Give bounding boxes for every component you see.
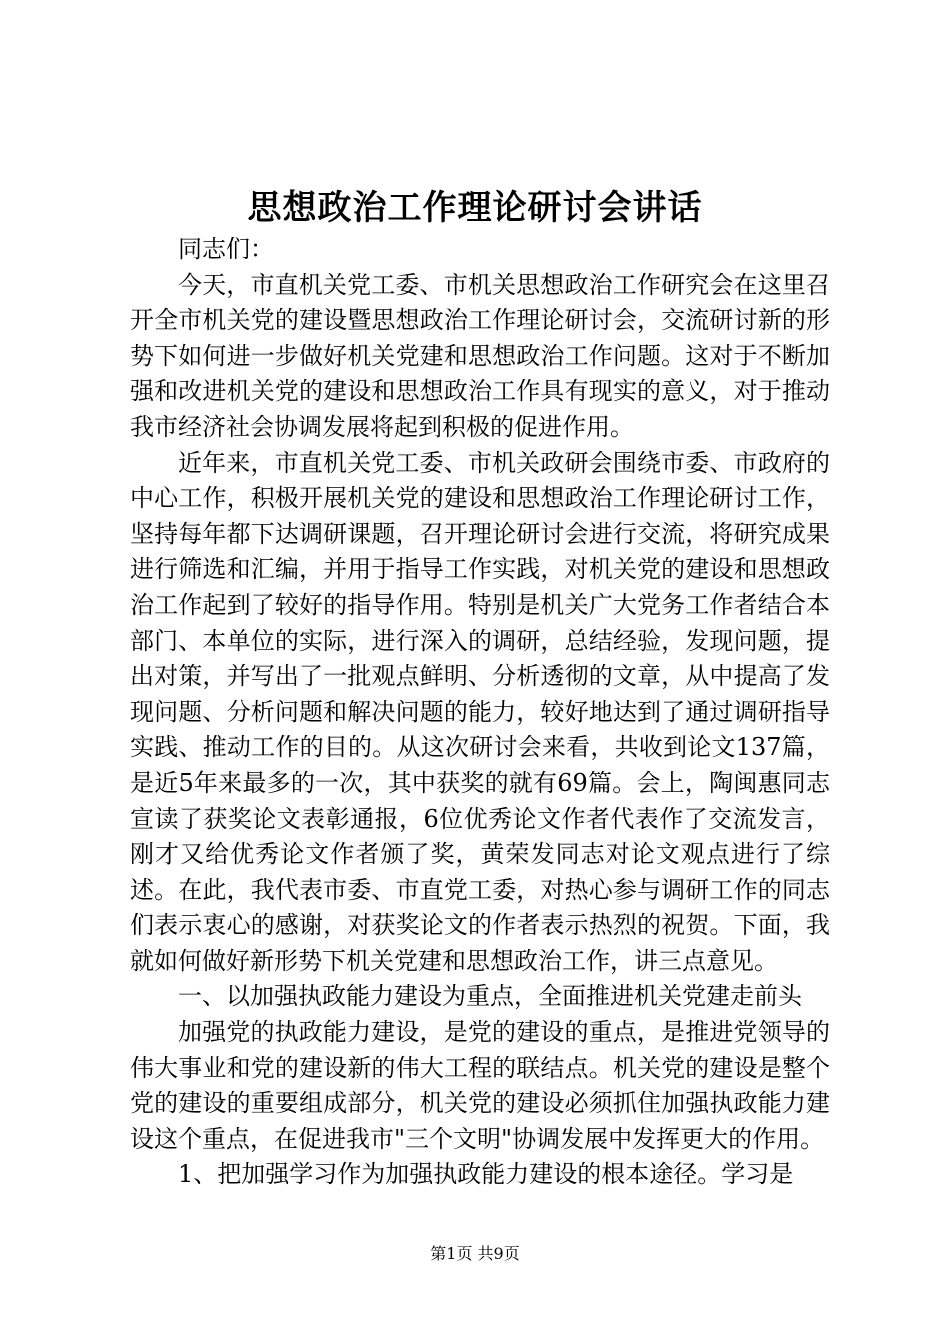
document-title: 思想政治工作理论研讨会讲话 [247,188,703,228]
section-heading-1: 一、以加强执政能力建设为重点，全面推进机关党建走前头 [178,982,802,1011]
page-footer: 第1页 共9页 [430,1244,520,1263]
body-paragraph-section-1: 加强党的执政能力建设，是党的建设的重点，是推进党领导的伟大事业和党的建设新的伟大工程的联结点。机关党的建设是整个党的建设的重要组成部分，机关党的建设必须抓住加强执政能力建设这个重点，在促进我市"三个文明"协调发展中发挥更大的作用。 [130,1018,830,1153]
body-paragraph-review: 近年来，市直机关党工委、市机关政研会围绕市委、市政府的中心工作，积极开展机关党的建设和思想政治工作理论研讨工作，坚持每年都下达调研课题，召开理论研讨会进行交流，将研究成果进行筛选和汇编，并用于指导工作实践，对机关党的建设和思想政治工作起到了较好的指导作用。特别是机关广大党务工作者结合本部门、本单位的实际，进行深入的调研，总结经验，发现问题，提出对策，并写出了一批观点鲜明、分析透彻的文章，从中提高了发现问题、分析问题和解决问题的能力，较好地达到了通过调研指导实践、推动工作的目的。从这次研讨会来看，共收到论文137篇，是近5年来最多的一次，其中获奖的就有69篇。会上，陶闽惠同志宣读了获奖论文表彰通报，6位优秀论文作者代表作了交流发言，刚才又给优秀论文作者颁了奖，黄荣发同志对论文观点进行了综述。在此，我代表市委、市直党工委，对热心参与调研工作的同志们表示衷心的感谢，对获奖论文的作者表示热烈的祝贺。下面，我就如何做好新形势下机关党建和思想政治工作，讲三点意见。 [130,448,830,975]
body-paragraph-intro: 今天，市直机关党工委、市机关思想政治工作研究会在这里召开全市机关党的建设暨思想政治工作理论研讨会，交流研讨新的形势下如何进一步做好机关党建和思想政治工作问题。这对于不断加强和改进机关党的建设和思想政治工作具有现实的意义，对于推动我市经济社会协调发展将起到积极的促进作用。 [130,270,830,441]
salutation-paragraph: 同志们： [178,235,274,263]
document-body [130,232,830,1193]
numbered-item-1: 1、把加强学习作为加强执政能力建设的根本途径。学习是 [178,1160,794,1189]
